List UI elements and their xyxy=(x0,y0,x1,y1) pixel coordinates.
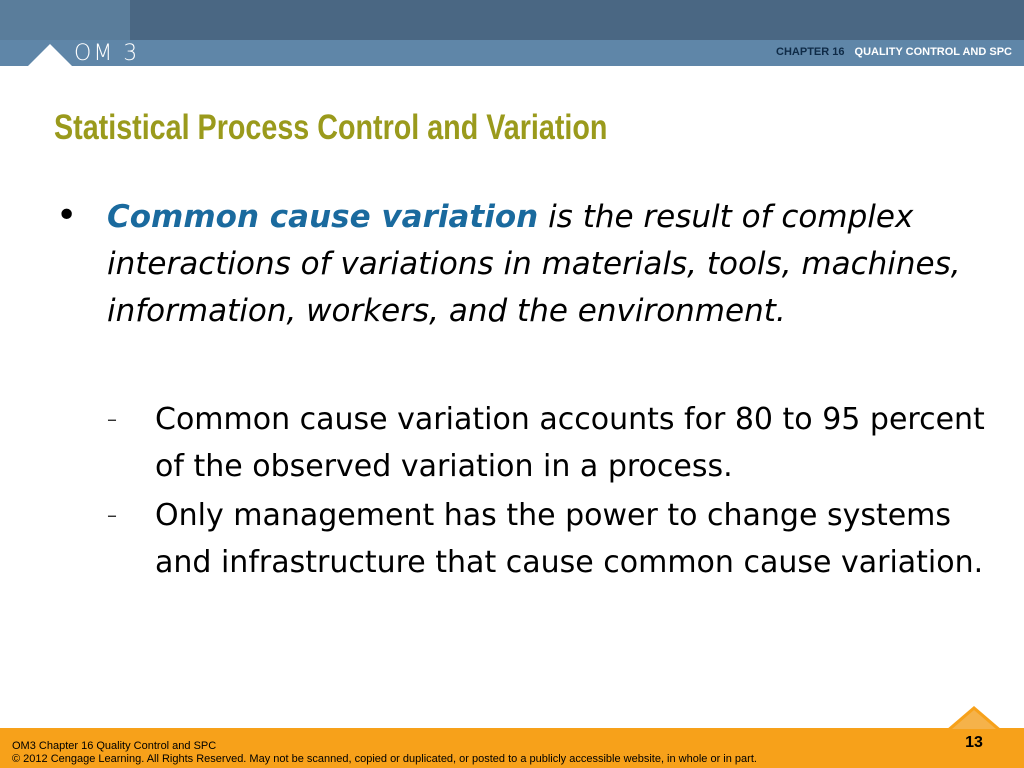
chapter-title: QUALITY CONTROL AND SPC xyxy=(854,46,1012,58)
bullet-term: Common cause variation xyxy=(107,199,539,235)
page-number-tab-highlight xyxy=(952,710,996,729)
bullet-description: is the result of complex interactions of variations in materials, tools, machines, information, workers, and the environment. xyxy=(107,199,961,329)
footer-copyright: © 2012 Cengage Learning. All Rights Reserved. May not be scanned, copied or duplicated, or posted to a publicly accessible website, in whole or in part. xyxy=(12,753,757,765)
logo-text: OM 3 xyxy=(74,41,140,66)
bullet-marker: • xyxy=(56,195,78,236)
chapter-label: CHAPTER 16 xyxy=(776,46,845,58)
sub-bullet-text: Only management has the power to change systems and infrastructure that cause common cause variation. xyxy=(155,498,984,580)
sub-bullet-marker: – xyxy=(107,407,117,431)
header-shade-top xyxy=(130,0,1024,40)
footer-course-line: OM3 Chapter 16 Quality Control and SPC xyxy=(12,740,217,752)
page-number: 13 xyxy=(965,734,983,751)
main-bullet xyxy=(107,194,967,335)
logo xyxy=(0,36,200,66)
sub-bullet-marker: – xyxy=(107,503,117,527)
sub-bullet-text: Common cause variation accounts for 80 to 95 percent of the observed variation in a process. xyxy=(155,402,985,484)
logo-triangle-icon xyxy=(28,44,72,66)
slide-title: Statistical Process Control and Variation xyxy=(54,108,608,147)
chapter-heading xyxy=(776,46,1012,58)
